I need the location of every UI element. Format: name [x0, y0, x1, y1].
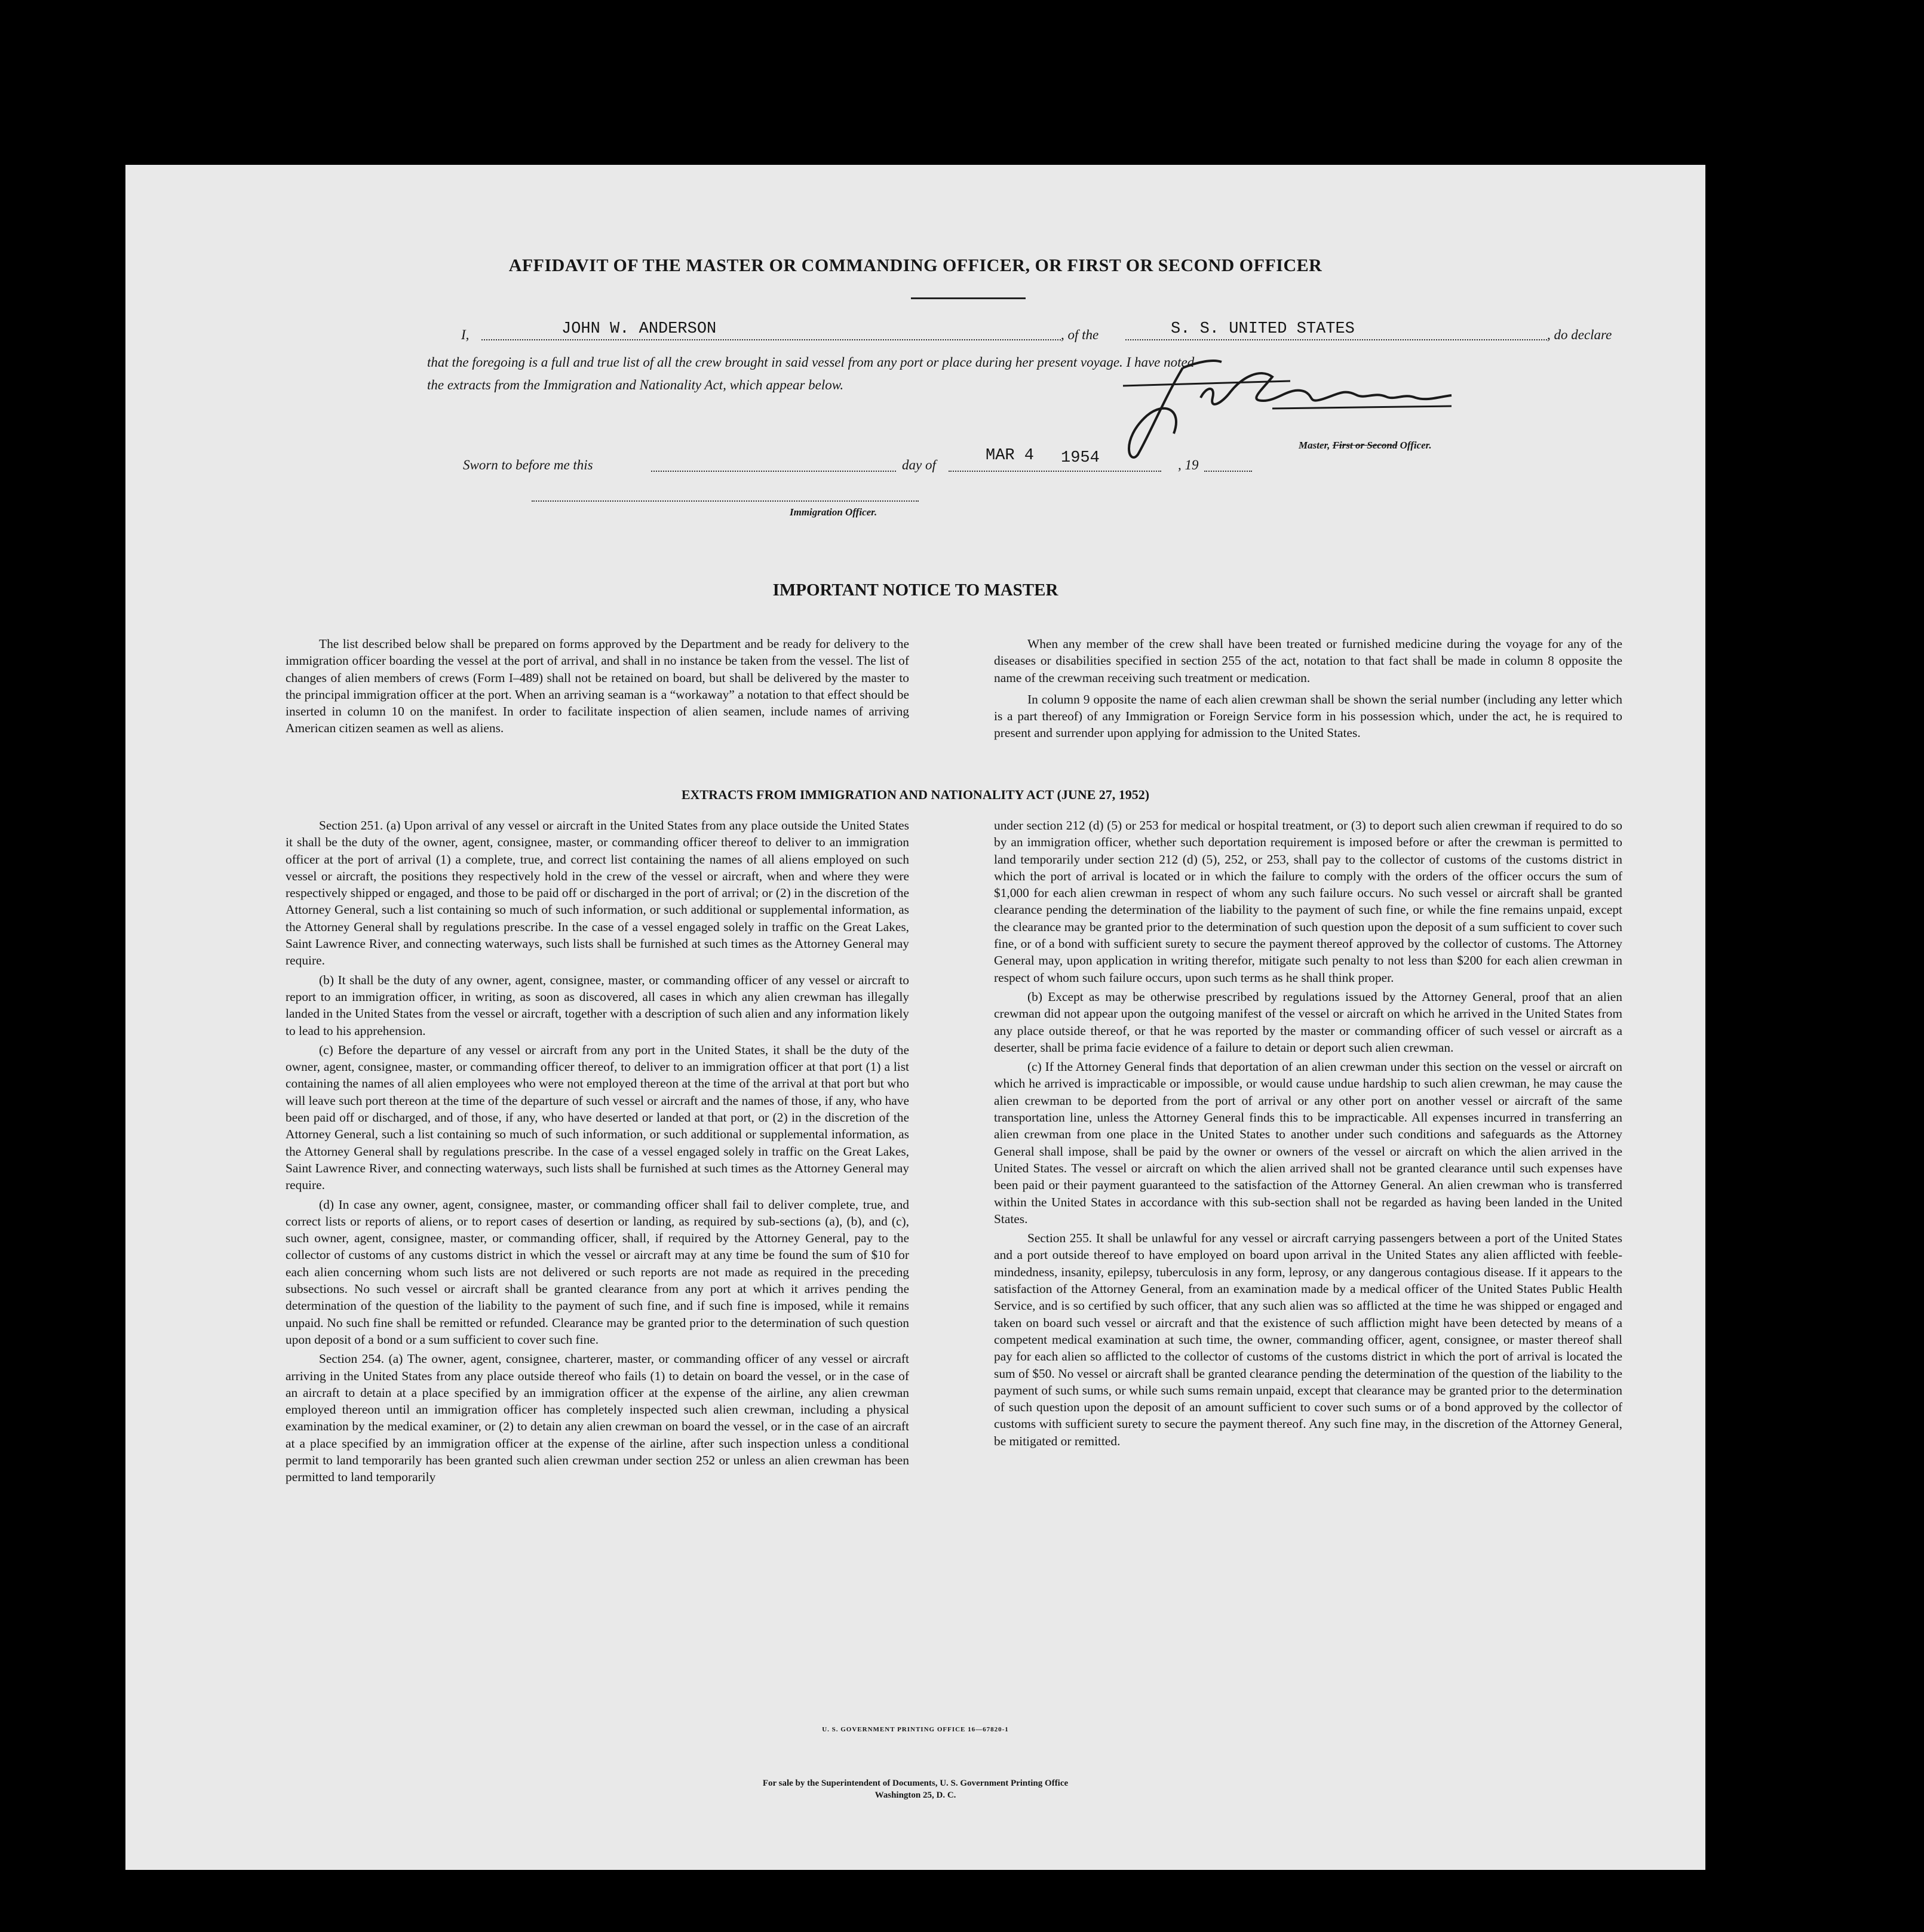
extract-section-254b: (b) Except as may be otherwise prescribed by regulations issued by the Attorney General, proof that an alien crewman did not appear upon the outgoing manifest of the vessel or aircraft on which he arrived in the United States from any place outside thereof, or that he was reported by the master or commanding officer of such vessel or aircraft as a deserter, shall be prima facie evidence of a failure to detain or deport such alien crewman.	[994, 989, 1622, 1055]
extract-section-255: Section 255. It shall be unlawful for any vessel or aircraft carrying passengers between a port of the United States and a port outside thereof to have employed on board upon arrival in the United States any alien afflicted with feeble-mindedness, insanity, epilepsy, tuberculosis in any form, leprosy, or any dangerous contagious disease. If it appears to the satisfaction of the Attorney General, from an examination made by a medical officer of the United States Public Health Service, and is so certified by such officer, that any such alien was so afflicted at the time he was shipped or engaged and taken on board such vessel or aircraft and that the existence of such affliction might have been detected by means of a competent medical examination at such time, the owner, commanding officer, agent, consignee, or master thereof shall pay for each alien so afflicted to the collector of customs of the customs district in which the port of arrival is located the sum of $50. No vessel or aircraft shall be granted clearance pending the determination of the question of the liability to the payment of such sums, or while such sums remain unpaid, except that clearance may be granted prior to the determination of such question upon the deposit of an amount sufficient to cover such sums or of a bond approved by the collector of customs with sufficient surety to secure the payment thereof. Any such fine may, in the discretion of the Attorney General, be mitigated or remitted.	[994, 1231, 1622, 1448]
punch-hole	[1740, 404, 1770, 434]
punch-hole	[1740, 300, 1770, 330]
notice-left-paragraph: The list described below shall be prepared on forms approved by the Department and be ready for delivery to the immigration officer boarding the vessel at the port of arrival, and shall in no instance be taken from the vessel. The list of changes of alien members of crews (Form I–489) shall not be retained on board, but shall be delivered by the master to the principal immigration officer at the port. When an arriving seaman is a “workaway” a notation to that effect should be inserted in column 10 on the manifest. In order to facilitate inspection of alien seamen, include names of arriving American citizen seamen as well as aliens.	[286, 637, 909, 736]
year-prefix-label: , 19	[1178, 457, 1199, 472]
punch-hole	[1740, 1521, 1770, 1550]
day-of-label: day of	[902, 457, 936, 472]
do-declare-label: , do declare	[1547, 327, 1612, 342]
extracts-left-column	[286, 817, 909, 1486]
notice-right-paragraph-1: When any member of the crew shall have been treated or furnished medicine during the voyage for any of the diseases or disabilities specified in section 255 of the act, notation to that fact shall be made in column 8 opposite the name of the crewman receiving such treatment or medication.	[994, 637, 1622, 685]
punch-hole	[1740, 1426, 1770, 1456]
notice-right-column	[994, 635, 1622, 742]
master-signature-image	[1093, 344, 1499, 463]
affidavit-form-page	[125, 165, 1705, 1870]
of-the-label: , of the	[1061, 327, 1099, 342]
extract-section-254c: (c) If the Attorney General finds that deportation of an alien crewman under this section on the vessel or aircraft on which he arrived is impracticable or impossible, or would cause undue hardship to such alien crewman, he may cause the alien crewman to be deported from the port of arrival or any other port on another vessel or aircraft of the same transportation line, unless the Attorney General finds this to be impracticable. All expenses incurred in transferring an alien crewman from one place in the United States to another under such conditions and safeguards as the Attorney General shall impose, shall be paid by the owner or owners of the vessel or aircraft on which the alien arrived in the United States. The vessel or aircraft on which the alien arrived shall not be granted clearance until such expenses have been paid or their payment guaranteed to the satisfaction of the Attorney General. An alien crewman who is transferred within the United States in accordance with this sub-section shall not be regarded as having been landed in the United States.	[994, 1059, 1622, 1226]
sworn-day-line	[651, 471, 896, 472]
title-rule	[911, 297, 1026, 299]
immigration-officer-line	[532, 500, 919, 502]
punch-hole	[1740, 773, 1770, 803]
extracts-right-column	[994, 817, 1622, 1449]
vessel-field-line	[1125, 339, 1547, 340]
sworn-year-line	[1204, 471, 1252, 472]
sworn-month-line	[949, 471, 1161, 472]
extract-section-254a-continued: under section 212 (d) (5) or 253 for medical or hospital treatment, or (3) to deport such alien crewman if required to do so by an immigration officer, whether such deportation requirement is imposed before or after the crewman is permitted to land temporarily under section 212 (d) (5), 252, or 253, shall pay to the collector of customs of the customs district in which the port of arrival is located or in which the failure to comply with the orders of the officer occurs the sum of $1,000 for each alien crewman in respect of whom any such failure occurs. No such vessel or aircraft shall be granted clearance pending the determination of the liability to the payment of such fine, or while the fine remains unpaid, except the clearance may be granted prior to the determination of such question upon the deposit of a sum sufficient to cover such fine, or of a bond with sufficient surety to secure the payment thereof approved by the collector of customs. The Attorney General may, upon application in writing therefor, mitigate such penalty to not less than $200 for each alien crewman in respect of whom such failure occurs, upon such terms as he shall think proper.	[994, 818, 1622, 985]
punch-hole	[1740, 1149, 1770, 1179]
sale-notice: For sale by the Superintendent of Documents, U. S. Government Printing Office Washington 25, D. C.	[762, 1779, 1069, 1800]
statement-line-1: that the foregoing is a full and true list of all the crew brought in said vessel from any port or place during her present voyage. I have noted	[427, 355, 1195, 370]
statement-line-2: the extracts from the Immigration and Nationality Act, which appear below.	[427, 377, 844, 392]
name-field-line	[481, 339, 1061, 340]
extract-section-251b: (b) It shall be the duty of any owner, agent, consignee, master, or commanding officer of any vessel or aircraft to report to an immigration officer, in writing, as soon as discovered, all cases in which any alien crewman has illegally landed in the United States from the vessel or aircraft, together with a description of such alien and any information likely to lead to his apprehension.	[286, 972, 909, 1038]
notice-title: IMPORTANT NOTICE TO MASTER	[772, 580, 1058, 600]
punch-hole	[1740, 1051, 1770, 1081]
i-label: I,	[461, 327, 470, 342]
extract-section-254a: Section 254. (a) The owner, agent, consignee, charterer, master, or commanding officer of any vessel or aircraft arriving in the United States from any place outside thereof who fails (1) to detain on board the vessel, or in the case of an aircraft to detain at a place specified by an immigration officer at the expense of the airline, any alien crewman employed thereon until an immigration officer has completely inspected such alien crewman, including a physical examination by the medical examiner, or (2) to detain any alien crewman on board the vessel, or in the case of an aircraft at a place specified by an immigration officer at the expense of the airline, after such inspection unless a conditional permit to land temporarily has been granted such alien crewman under section 252 or unless an alien crewman has been permitted to land temporarily	[286, 1352, 909, 1485]
officer-name-field: JOHN W. ANDERSON	[561, 320, 717, 338]
sworn-label: Sworn to before me this	[463, 457, 593, 472]
extract-section-251a: Section 251. (a) Upon arrival of any vessel or aircraft in the United States from any place outside the United States it shall be the duty of the owner, agent, consignee, master, or commanding officer thereof to deliver to an immigration officer at the port of arrival (1) a complete, true, and correct list containing the names of all aliens employed on such vessel or aircraft, the positions they respectively hold in the crew of the vessel or aircraft, when and where they were respectively shipped or engaged, and those to be paid off or discharged in the port of arrival; or (2) in the discretion of the Attorney General, such a list containing so much of such information, or such additional or supplemental information, as the Attorney General shall by regulations prescribe. In the case of a vessel engaged solely in traffic on the Great Lakes, Saint Lawrence River, and connecting waterways, such lists shall be furnished at such times as the Attorney General may require.	[286, 818, 909, 968]
sworn-year-field: 1954	[1061, 449, 1100, 467]
notice-left-column	[286, 635, 909, 737]
vessel-name-field: S. S. UNITED STATES	[1171, 320, 1355, 338]
master-officer-caption: Master, First or Second Officer.	[1299, 440, 1432, 451]
extract-section-251d: (d) In case any owner, agent, consignee, master, or commanding officer shall fail to deliver complete, true, and correct lists or reports of aliens, or to report cases of desertion or landing, as required by sub-sections (a), (b), and (c), such owner, agent, consignee, master, or commanding officer, shall, if required by the Attorney General, pay to the collector of customs of any customs district in which the vessel or aircraft may at any time be found the sum of $10 for each alien concerning whom such lists are not delivered or such reports are not made as required in the preceding subsections. No such vessel or aircraft shall be granted clearance from any port at which it arrives pending the determination of the question of the liability to the payment of such fine, and if such fine is imposed, while it remains unpaid. No such fine shall be remitted or refunded. Clearance may be granted prior to the determination of such question upon deposit of a bond or a sum sufficient to cover such fine.	[286, 1197, 909, 1347]
form-title: AFFIDAVIT OF THE MASTER OR COMMANDING OFFICER, OR FIRST OR SECOND OFFICER	[508, 256, 1322, 275]
punch-hole	[1740, 682, 1770, 712]
immigration-officer-caption: Immigration Officer.	[790, 506, 877, 518]
printer-imprint: U. S. GOVERNMENT PRINTING OFFICE 16—67820-1	[822, 1726, 1009, 1733]
sworn-date-field: MAR 4	[986, 447, 1035, 465]
notice-right-paragraph-2: In column 9 opposite the name of each alien crewman shall be shown the serial number (including any letter which is a part thereof) of any Immigration or Foreign Service form in his possession which, under the act, he is required to present and surrender upon applying for admission to the United States.	[994, 692, 1622, 741]
extract-section-251c: (c) Before the departure of any vessel or aircraft from any port in the United States, it shall be the duty of the owner, agent, consignee, master, or commanding officer thereof, to deliver to an immigration officer at that port (1) a list containing the names of all alien employees who were not employed thereon at the time of the arrival at that port but who will leave such port thereon at the time of the departure of such vessel or aircraft and the names of those, if any, who have been paid off or discharged, and of those, if any, who have deserted or landed at that port, or (2) in the discretion of the Attorney General, such a list containing so much of such information, or such additional or supplemental information, as the Attorney General shall by regulations prescribe. In the case of a vessel engaged solely in traffic on the Great Lakes, Saint Lawrence River, and connecting waterways, such lists shall be furnished at such times as the Attorney General may require.	[286, 1042, 909, 1193]
extracts-title: EXTRACTS FROM IMMIGRATION AND NATIONALITY ACT (JUNE 27, 1952)	[681, 787, 1150, 802]
